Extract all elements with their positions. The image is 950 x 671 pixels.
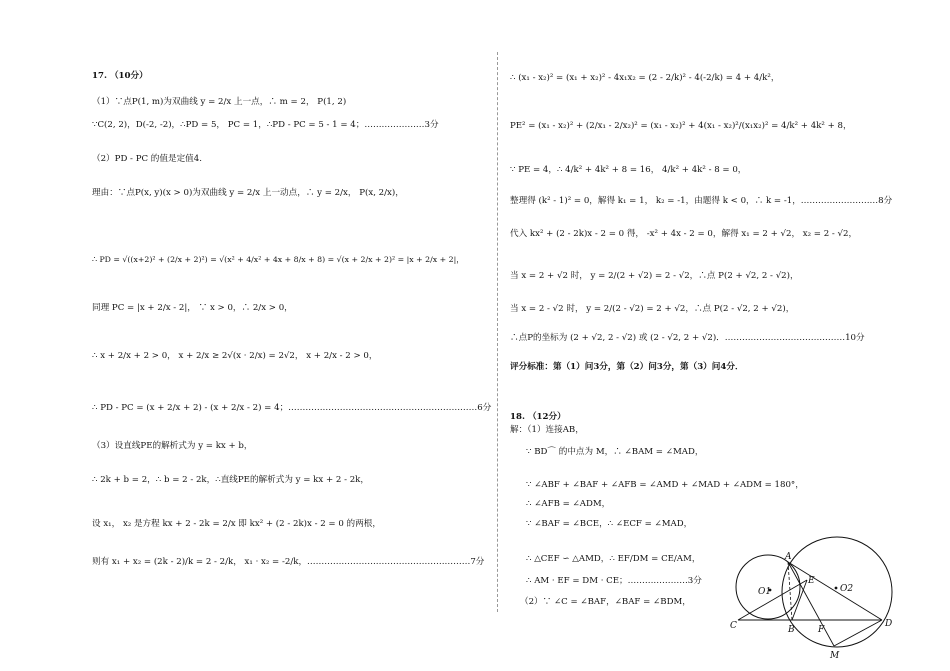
center-o2-dot xyxy=(835,587,838,590)
text-line: （3）设直线PE的解析式为 y = kx + b， xyxy=(92,441,253,451)
segment-ad xyxy=(788,562,882,620)
math-line: ∴ x + 2/x + 2 > 0， x + 2/x ≥ 2√(x · 2/x) = 2√2， x + 2/x - 2 > 0， xyxy=(92,351,378,361)
text-line: 代入 kx² + (2 - 2k)x - 2 = 0 得， -x² + 4x - 2 = 0，解得 x₁ = 2 + √2， x₂ = 2 - √2， xyxy=(510,229,858,239)
label-o2: O2 xyxy=(840,584,854,594)
text-line: ∴ △CEF ∽ △AMD，∴ EF/DM = CE/AM， xyxy=(526,554,701,564)
text-line: ∵C(2, 2)，D(-2, -2)，∴PD = 5， PC = 1，∴PD - PC = 5 - 1 = 4；…………………3分 xyxy=(92,120,439,130)
text-line: 设 x₁， x₂ 是方程 kx + 2 - 2k = 2/x 即 kx² + (2 - 2k)x - 2 = 0 的两根， xyxy=(92,519,381,529)
problem-18-header: 18. （12分） xyxy=(510,412,566,422)
text-line: 解：（1）连接AB， xyxy=(510,425,584,435)
text-line: ∵ ∠BAF = ∠BCE，∴ ∠ECF = ∠MAD， xyxy=(526,519,693,529)
label-a: A xyxy=(785,552,792,562)
math-line: 当 x = 2 + √2 时， y = 2/(2 + √2) = 2 - √2，∴点 P(2 + √2, 2 - √2)， xyxy=(510,271,799,281)
label-m: M xyxy=(830,651,840,661)
problem-17-header: 17. （10分） xyxy=(92,71,148,81)
label-o1: O1 xyxy=(758,587,772,597)
text-line: 整理得 (k² - 1)² = 0，解得 k₁ = 1， k₂ = -1，由题得 k < 0，∴ k = -1，………………………8分 xyxy=(510,196,893,206)
text-line: ∴ 2k + b = 2，∴ b = 2 - 2k，∴直线PE的解析式为 y = kx + 2 - 2k， xyxy=(92,475,369,485)
text-line: ∴ ∠AFB = ∠ADM， xyxy=(526,499,611,509)
math-line: ∵ PE = 4，∴ 4/k² + 4k² + 8 = 16， 4/k² + 4k² - 8 = 0， xyxy=(510,165,747,175)
text-line: （2）PD - PC 的值是定值4. xyxy=(92,154,202,164)
math-line: ∴ PD = √((x+2)² + (2/x + 2)²) = √(x² + 4/x² + 4x + 8/x + 8) = √(x + 2/x + 2)² = |x + 2/x + 2|， xyxy=(92,255,465,264)
text-line: 则有 x₁ + x₂ = (2k - 2)/k = 2 - 2/k， x₁ · x₂ = -2/k，…………………………………………………7分 xyxy=(92,557,485,567)
two-circles-figure xyxy=(728,536,898,661)
label-c: C xyxy=(730,621,737,631)
math-line: ∴ PD - PC = (x + 2/x + 2) - (x + 2/x - 2) = 4；…………………………………………………………6分 xyxy=(92,403,492,413)
page-divider xyxy=(497,52,498,612)
text-line: ∴ AM · EF = DM · CE；…………………3分 xyxy=(526,576,702,586)
math-line: ∴ (x₁ - x₂)² = (x₁ + x₂)² - 4x₁x₂ = (2 - 2/k)² - 4(-2/k) = 4 + 4/k²， xyxy=(510,73,780,83)
segment-md xyxy=(834,620,882,646)
segment-ce xyxy=(738,580,807,620)
label-f: F xyxy=(818,625,825,635)
label-e: E xyxy=(808,576,815,586)
text-line: （2）∵ ∠C = ∠BAF，∠BAF = ∠BDM， xyxy=(520,597,691,607)
label-d: D xyxy=(885,619,893,629)
math-line: PE² = (x₁ - x₂)² + (2/x₁ - 2/x₂)² = (x₁ - x₂)² + 4(x₁ - x₂)²/(x₁x₂)² = 4/k² + 4k² + 8， xyxy=(510,121,852,131)
math-line: 当 x = 2 - √2 时， y = 2/(2 - √2) = 2 + √2，∴点 P(2 - √2, 2 + √2)， xyxy=(510,304,795,314)
text-line: ∵ ∠ABF + ∠BAF + ∠AFB = ∠AMD + ∠MAD + ∠ADM = 180°， xyxy=(526,480,804,490)
text-line: ∵ BD⌒ 的中点为 M，∴ ∠BAM = ∠MAD， xyxy=(526,447,704,457)
text-line: 理由：∵点P(x, y)(x > 0)为双曲线 y = 2/x 上一动点，∴ y = 2/x， P(x, 2/x)， xyxy=(92,188,404,198)
text-line: （1）∵点P(1, m)为双曲线 y = 2/x 上一点，∴ m = 2， P(1, 2) xyxy=(92,97,347,107)
scoring-criteria: 评分标准：第（1）问3分，第（2）问3分，第（3）问4分． xyxy=(510,362,744,372)
text-line: ∴点P的坐标为 (2 + √2, 2 - √2) 或 (2 - √2, 2 + √2)．……………………………………10分 xyxy=(510,333,865,343)
math-line: 同理 PC = |x + 2/x - 2|， ∵ x > 0，∴ 2/x > 0， xyxy=(92,303,293,313)
label-b: B xyxy=(788,625,795,635)
